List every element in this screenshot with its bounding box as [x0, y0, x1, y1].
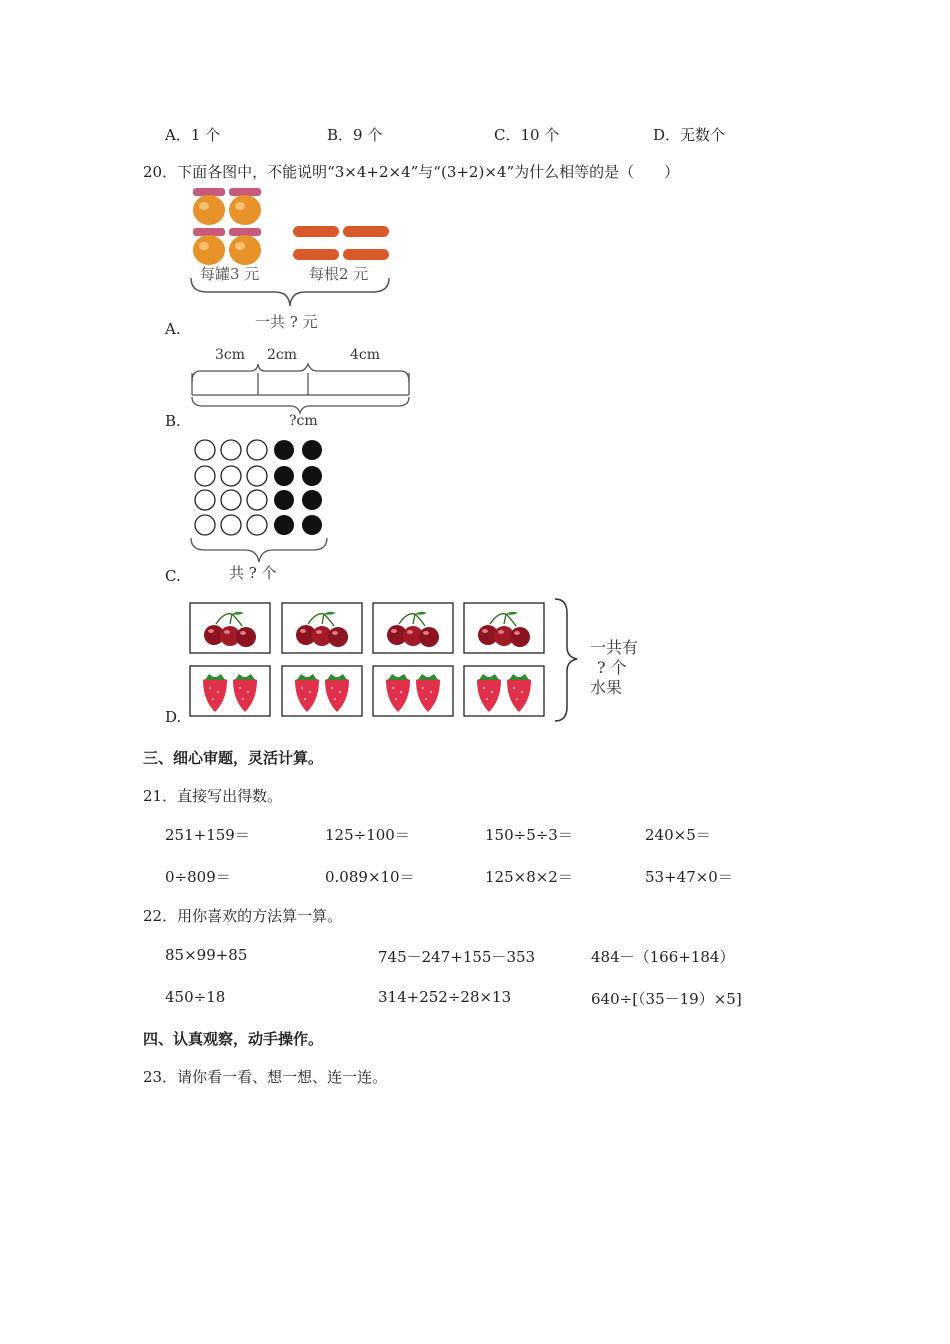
q22-item: 745－247+155－353: [378, 948, 536, 966]
q21-item: 125÷100＝: [325, 826, 410, 844]
q21-item: 150÷5÷3＝: [485, 826, 573, 844]
option-c-figure: [185, 436, 335, 586]
circle-grid: [195, 440, 322, 535]
q19-option-d: D．无数个: [653, 126, 726, 144]
q23-stem: 23．请你看一看、想一想、连一连。: [143, 1068, 388, 1086]
total-label-c: 共 ? 个: [229, 564, 277, 582]
segment-label-2cm: 2cm: [267, 347, 298, 363]
option-b-figure: [185, 342, 420, 430]
option-c-letter: C.: [165, 567, 181, 585]
total-label-b: ?cm: [289, 413, 318, 429]
jar-price-label: 每罐3 元: [200, 265, 260, 283]
total-label-a: 一共 ? 元: [255, 313, 318, 331]
sausage-price-label: 每根2 元: [309, 265, 369, 283]
q19-option-c: C．10 个: [494, 126, 560, 144]
total-label-d-line3: 水果: [590, 678, 623, 697]
q21-item: 240×5＝: [645, 826, 711, 844]
q20-stem: 20．下面各图中，不能说明“3×4+2×4”与“(3+2)×4”为什么相等的是（ ）: [143, 163, 680, 181]
q19-option-a: A．1 个: [165, 126, 221, 144]
q22-item: 450÷18: [165, 988, 226, 1006]
option-d-figure: [185, 595, 655, 723]
total-label-d-line2: ? 个: [597, 658, 627, 677]
option-a-figure: [185, 186, 400, 334]
q21-item: 251+159＝: [165, 826, 250, 844]
q21-item: 0.089×10＝: [325, 868, 415, 886]
brace-b: [192, 397, 409, 413]
brace-c: [191, 538, 327, 562]
q19-option-b: B．9 个: [327, 126, 383, 144]
option-b-letter: B.: [165, 412, 181, 430]
q21-stem: 21．直接写出得数。: [143, 787, 283, 805]
brace-d: [555, 599, 577, 721]
section4-title: 四、认真观察，动手操作。: [143, 1030, 324, 1048]
strawberry-boxes: [190, 666, 544, 716]
total-label-d-line1: 一共有: [590, 638, 639, 657]
segment-label-3cm: 3cm: [215, 347, 246, 363]
sausage-icons: [293, 226, 389, 260]
cherry-boxes: [190, 603, 544, 653]
jar-icons: [193, 188, 261, 265]
option-d-letter: D.: [165, 708, 182, 726]
q22-item: 484－（166+184）: [591, 948, 735, 966]
q21-item: 0÷809＝: [165, 868, 231, 886]
q22-item: 85×99+85: [165, 946, 248, 964]
q21-item: 125×8×2＝: [485, 868, 573, 886]
segment-label-4cm: 4cm: [350, 347, 381, 363]
q22-stem: 22．用你喜欢的方法算一算。: [143, 907, 343, 925]
q21-item: 53+47×0＝: [645, 868, 733, 886]
q22-item: 640÷[（35－19）×5]: [591, 990, 742, 1008]
option-a-letter: A.: [165, 320, 181, 338]
q22-item: 314+252÷28×13: [378, 988, 512, 1006]
upper-braces-b: [192, 364, 409, 382]
section3-title: 三、细心审题，灵活计算。: [143, 749, 324, 767]
